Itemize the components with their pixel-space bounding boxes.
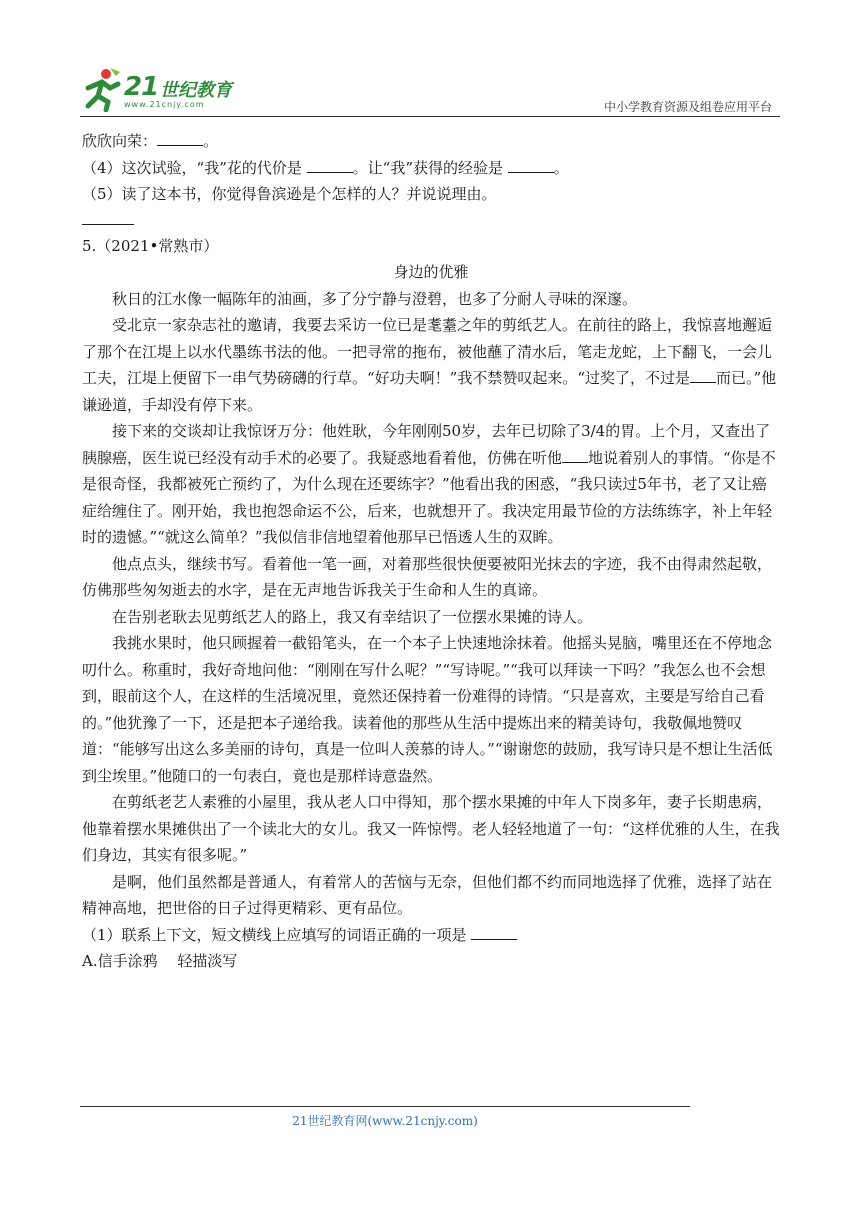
question-1: （1）联系上下文，短文横线上应填写的词语正确的一项是 <box>82 922 780 949</box>
logo-url: www.21cnjy.com <box>124 100 205 109</box>
answer-blank[interactable] <box>82 208 134 225</box>
document-body <box>82 128 780 975</box>
answer-blank[interactable] <box>562 448 588 463</box>
question-4: （4）这次试验，“我”花的代价是 。让“我”获得的经验是 。 <box>82 158 569 177</box>
answer-blank[interactable] <box>157 131 203 146</box>
platform-name: 中小学教育资源及组卷应用平台 <box>603 100 772 114</box>
header-divider <box>80 116 780 117</box>
paragraph: 我挑水果时，他只顾握着一截铅笔头，在一个本子上快速地涂抹着。他摇头晃脑，嘴里还在不停地念叨什么。称重时，我好奇地问他：“刚刚在写什么呢？”“写诗呢。”“我可以拜读一下吗？”我怎么也不会想到，眼前这个人，在这样的生活境况里，竟然还保持着一份难得的诗情。“只是喜欢，主要是写给自己看的。”他犹豫了一下，还是把本子递给我。读着他的那些从生活中提炼出来的精美诗句，我敬佩地赞叹道：“能够写出这么多美丽的诗句，真是一位叫人羡慕的诗人。”“谢谢您的鼓励，我写诗只是不想让生活低到尘埃里。”他随口的一句表白，竟也是那样诗意盎然。 <box>82 634 773 785</box>
answer-blank[interactable] <box>508 158 554 173</box>
footer-link[interactable]: 21世纪教育网(www.21cnjy.com) <box>292 1114 478 1128</box>
option-a[interactable]: A.信手涂鸦 轻描淡写 <box>82 952 238 970</box>
site-logo <box>80 62 260 112</box>
logo-number: 21 <box>124 72 159 102</box>
runner-icon <box>80 66 124 112</box>
logo-text: 世纪教育 <box>160 80 232 101</box>
paragraph: 在告别老耿去见剪纸艺人的路上，我又有幸结识了一位摆水果摊的诗人。 <box>112 607 593 626</box>
answer-blank[interactable] <box>471 925 517 940</box>
answer-line-flourish: 欣欣向荣： 。 <box>82 132 219 150</box>
paragraph: 接下来的交谈却让我惊讶万分：他姓耿，今年刚刚50岁，去年已切除了3/4的胃。上个月，又查出了胰腺癌，医生说已经没有动手术的必要了。我疑惑地看着他，仿佛在听他 地说着别人的事情。“你是不是很奇怪，我都被死亡预约了，为什么现在还要练字？”他看出我的困惑，“我只读过5年书，老了又让癌症给缠住了。刚开始，我也抱怨命运不公，后来，也就想开了。我决定用最节俭的方法练练字，补上年轻时的遗憾。”“就这么简单？”我似信非信地望着他那早已悟透人生的双眸。 <box>82 422 776 546</box>
paragraph: 受北京一家杂志社的邀请，我要去采访一位已是耄耋之年的剪纸艺人。在前往的路上，我惊喜地邂逅了那个在江堤上以水代墨练书法的他。一把寻常的拖布，被他蘸了清水后，笔走龙蛇，上下翻飞，一会儿工夫，江堤上便留下一串气势磅礴的行草。“好功夫啊！”我不禁赞叹起来。“过奖了，不过是 而已。”他谦逊道，手却没有停下来。 <box>82 316 777 414</box>
answer-blank[interactable] <box>307 158 353 173</box>
item-5-source: 5.（2021•常熟市） <box>82 236 219 255</box>
passage-title: 身边的优雅 <box>393 263 469 281</box>
footer-divider <box>80 1106 690 1107</box>
answer-blank[interactable] <box>690 368 716 383</box>
question-5: （5）读了这本书，你觉得鲁滨逊是个怎样的人？并说说理由。 <box>82 185 497 203</box>
page-header <box>80 62 780 118</box>
paragraph: 是啊，他们虽然都是普通人，有着常人的苦恼与无奈，但他们都不约而同地选择了优雅，选择了站在精神高地，把世俗的日子过得更精彩、更有品位。 <box>82 872 773 917</box>
paragraph: 秋日的江水像一幅陈年的油画，多了分宁静与澄碧，也多了分耐人寻味的深邃。 <box>112 289 638 308</box>
paragraph: 在剪纸老艺人素雅的小屋里，我从老人口中得知，那个摆水果摊的中年人下岗多年，妻子长期患病，他靠着摆水果摊供出了一个读北大的女儿。我又一阵惊愕。老人轻轻地道了一句：“这样优雅的人生，在我们身边，其实有很多呢。” <box>82 793 780 864</box>
paragraph: 他点点头，继续书写。看着他一笔一画，对着那些很快便要被阳光抹去的字迹，我不由得肃然起敬，仿佛那些匆匆逝去的水字，是在无声地告诉我关于生命和人生的真谛。 <box>82 554 773 599</box>
